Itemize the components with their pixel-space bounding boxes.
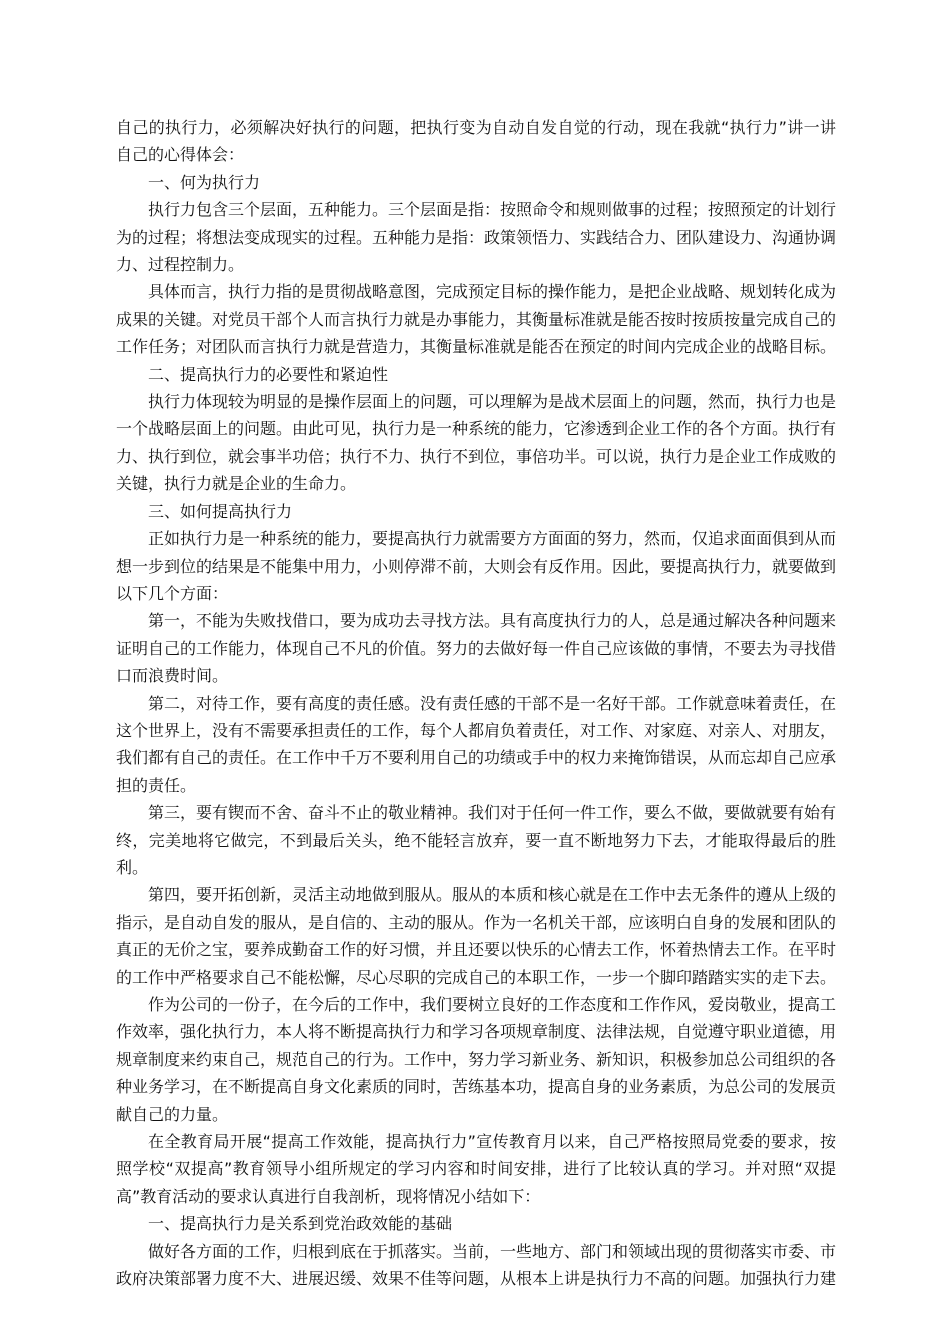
paragraph: 作为公司的一份子，在今后的工作中，我们要树立良好的工作态度和工作作风，爱岗敬业，提高工作效率，强化执行力，本人将不断提高执行力和学习各项规章制度、法律法规，自觉遵守职业道德，用规章制度来约束自己，规范自己的行为。工作中，努力学习新业务、新知识，积极参加总公司组织的各种业务学习，在不断提高自身文化素质的同时，苦练基本功，提高自身的业务素质，为总公司的发展贡献自己的力量。: [116, 995, 837, 1124]
document-body: [116, 114, 836, 1292]
section-heading-3: 三、如何提高执行力: [148, 501, 293, 521]
paragraph-intro: 自己的执行力，必须解决好执行的问题，把执行变为自动自发自觉的行动，现在我就“执行力”讲一讲自己的心得体会：: [116, 118, 836, 165]
paragraph-point-3: 第三，要有锲而不舍、奋斗不止的敬业精神。我们对于任何一件工作，要么不做，要做就要有始有终，完美地将它做完，不到最后关头，绝不能轻言放弃，要一直不断地努力下去，才能取得最后的胜利。: [116, 803, 837, 877]
paragraph: 在全教育局开展“提高工作效能，提高执行力”宣传教育月以来，自己严格按照局党委的要求，按照学校“双提高”教育领导小组所规定的学习内容和时间安排，进行了比较认真的学习。并对照“双提高”教育活动的要求认真进行自我剖析，现将情况小结如下：: [116, 1132, 836, 1206]
section-heading-2: 二、提高执行力的必要性和紧迫性: [148, 364, 389, 384]
paragraph: 执行力体现较为明显的是操作层面上的问题，可以理解为是战术层面上的问题，然而，执行力也是一个战略层面上的问题。由此可见，执行力是一种系统的能力，它渗透到企业工作的各个方面。执行有力、执行到位，就会事半功倍；执行不力、执行不到位，事倍功半。可以说，执行力是企业工作成败的关键，执行力就是企业的生命力。: [116, 392, 837, 494]
paragraph-last: 做好各方面的工作，归根到底在于抓落实。当前，一些地方、部门和领域出现的贯彻落实市委、市政府决策部署力度不大、进展迟缓、效果不佳等问题，从根本上讲是执行力不高的问题。加强执行力建: [116, 1241, 837, 1289]
section-heading-1: 一、何为执行力: [148, 172, 261, 192]
paragraph-point-2: 第二，对待工作，要有高度的责任感。没有责任感的干部不是一名好干部。工作就意味着责任，在这个世界上，没有不需要承担责任的工作，每个人都肩负着责任，对工作、对家庭、对亲人、对朋友，我们都有自己的责任。在工作中千万不要利用自己的功绩或手中的权力来掩饰错误，从而忘却自己应承担的责任。: [116, 693, 837, 795]
paragraph: 执行力包含三个层面，五种能力。三个层面是指：按照命令和规则做事的过程；按照预定的计划行为的过程；将想法变成现实的过程。五种能力是指：政策领悟力、实践结合力、团队建设力、沟通协调力、过程控制力。: [116, 200, 837, 275]
paragraph-point-4: 第四，要开拓创新，灵活主动地做到服从。服从的本质和核心就是在工作中去无条件的遵从上级的指示，是自动自发的服从，是自信的、主动的服从。作为一名机关干部，应该明白自身的发展和团队的真正的无价之宝，要养成勤奋工作的好习惯，并且还要以快乐的心情去工作，怀着热情去工作。在平时的工作中严格要求自己不能松懈，尽心尽职的完成自己的本职工作，一步一个脚印踏踏实实的走下去。: [116, 885, 837, 987]
paragraph-point-1: 第一，不能为失败找借口，要为成功去寻找方法。具有高度执行力的人，总是通过解决各种问题来证明自己的工作能力，体现自己不凡的价值。努力的去做好每一件自己应该做的事情，不要去为寻找借口而浪费时间。: [116, 611, 837, 686]
paragraph: 正如执行力是一种系统的能力，要提高执行力就需要方方面面的努力，然而，仅追求面面俱到从而想一步到位的结果是不能集中用力，小则停滞不前，大则会有反作用。因此，要提高执行力，就要做到以下几个方面：: [116, 529, 837, 603]
paragraph: 具体而言，执行力指的是贯彻战略意图，完成预定目标的操作能力，是把企业战略、规划转化成为成果的关键。对党员干部个人而言执行力就是办事能力，其衡量标准就是能否按时按质按量完成自己的工作任务；对团队而言执行力就是营造力，其衡量标准就是能否在预定的时间内完成企业的战略目标。: [116, 282, 837, 357]
section-heading-4: 一、提高执行力是关系到党治政效能的基础: [148, 1214, 453, 1234]
